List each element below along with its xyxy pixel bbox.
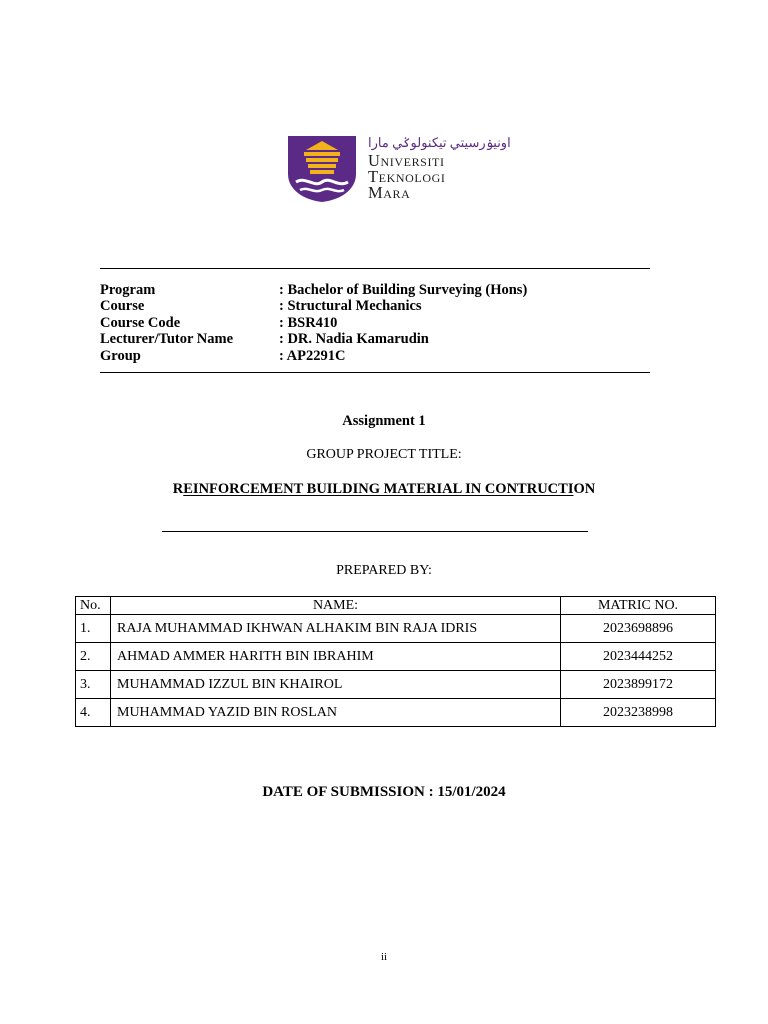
info-value: : BSR410	[279, 315, 338, 331]
info-label: Course	[100, 298, 145, 314]
row-name: AHMAD AMMER HARITH BIN IBRAHIM	[111, 643, 561, 671]
project-title	[0, 481, 768, 498]
row-name: RAJA MUHAMMAD IKHWAN ALHAKIM BIN RAJA IDRIS	[111, 615, 561, 643]
row-name: MUHAMMAD IZZUL BIN KHAIROL	[111, 671, 561, 699]
row-no: 4.	[76, 699, 111, 727]
title-underline-rule	[162, 531, 588, 532]
header-matric: MATRIC NO.	[561, 597, 716, 615]
group-project-label: GROUP PROJECT TITLE:	[306, 447, 462, 462]
info-value: : Bachelor of Building Surveying (Hons)	[279, 282, 528, 298]
project-title-post: ON	[573, 481, 596, 497]
row-matric: 2023444252	[561, 643, 716, 671]
row-matric: 2023238998	[561, 699, 716, 727]
date-of-submission: DATE OF SUBMISSION : 15/01/2024	[262, 784, 506, 800]
row-no: 3.	[76, 671, 111, 699]
row-matric: 2023698896	[561, 615, 716, 643]
table-row	[76, 671, 716, 699]
logo-line-3: Mara	[368, 183, 411, 202]
header-name: NAME:	[111, 597, 561, 615]
info-label: Group	[100, 348, 141, 364]
page-number: ii	[380, 951, 388, 963]
info-label: Course Code	[100, 315, 181, 331]
table-row	[76, 699, 716, 727]
info-label: Lecturer/Tutor Name	[100, 331, 234, 347]
info-label: Program	[100, 282, 156, 298]
logo-line-2: Teknologi	[368, 167, 446, 186]
members-table	[75, 596, 716, 727]
info-value: : DR. Nadia Kamarudin	[279, 331, 429, 347]
logo-jawi-text: اونيۏرسيتي تيكنولوݢي مارا	[368, 135, 511, 150]
uitm-logo	[288, 134, 511, 204]
divider-top	[100, 268, 650, 269]
row-no: 2.	[76, 643, 111, 671]
info-value: : AP2291C	[279, 348, 346, 364]
info-value: : Structural Mechanics	[279, 298, 422, 314]
project-title-pre: R	[172, 481, 184, 497]
row-matric: 2023899172	[561, 671, 716, 699]
row-name: MUHAMMAD YAZID BIN ROSLAN	[111, 699, 561, 727]
table-row	[76, 615, 716, 643]
table-header-row	[76, 597, 716, 615]
prepared-by-label: PREPARED BY:	[336, 563, 432, 578]
divider-bottom	[100, 372, 650, 373]
project-title-underlined: EINFORCEMENT BUILDING MATERIAL IN CONTRUCTI	[183, 481, 574, 497]
table-row	[76, 643, 716, 671]
uitm-crest-icon	[288, 136, 356, 202]
row-no: 1.	[76, 615, 111, 643]
assignment-heading: Assignment 1	[342, 413, 426, 429]
header-no: No.	[76, 597, 111, 615]
logo-line-1: Universiti	[368, 151, 445, 170]
